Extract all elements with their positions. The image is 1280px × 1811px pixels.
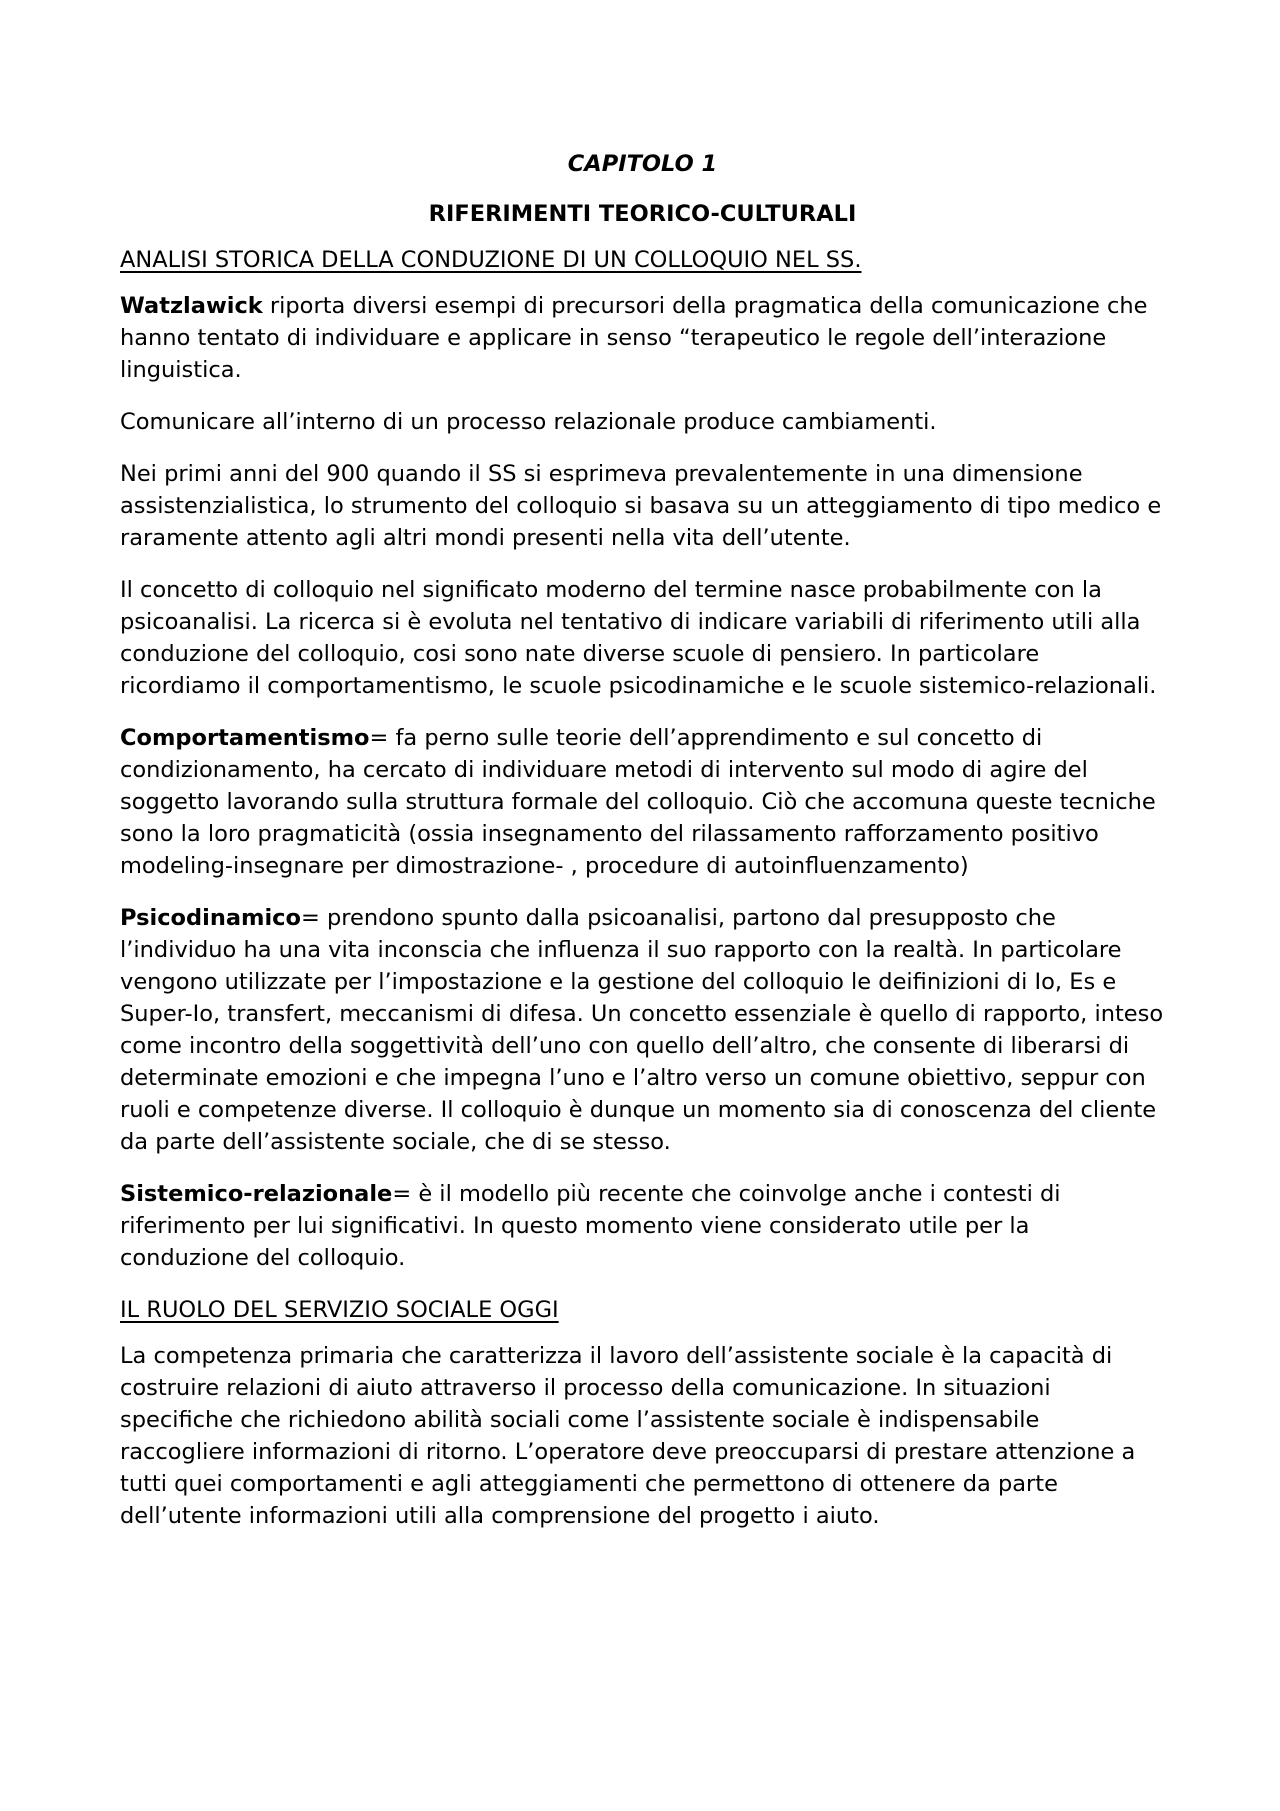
paragraph-text: = fa perno sulle teorie dell’apprendimento e sul concetto di condizionamento, ha cercato di individuare metodi di intervento sul modo di agire del soggetto lavorando sulla struttura formale del colloquio. Ciò che accomuna queste tecniche sono la loro pragmaticità (ossia insegnamento del rilassamento rafforzamento positivo modeling-insegnare per dimostrazione- , procedure di autoinfluenzamento)	[120, 725, 1156, 879]
paragraph-watzlawick	[120, 290, 1165, 386]
paragraph-concetto-colloquio: Il concetto di colloquio nel significato moderno del termine nasce probabilmente con la psicoanalisi. La ricerca si è evoluta nel tentativo di indicare variabili di riferimento utili alla conduzione del colloquio, cosi sono nate diverse scuole di pensiero. In particolare ricordiamo il comportamentismo, le scuole psicodinamiche e le scuole sistemico-relazionali.	[120, 577, 1157, 699]
paragraph-sistemico-relazionale	[120, 1178, 1165, 1274]
section-heading-analisi-storica: ANALISI STORICA DELLA CONDUZIONE DI UN COLLOQUIO NEL SS.	[120, 247, 862, 273]
paragraph-comunicare: Comunicare all’interno di un processo relazionale produce cambiamenti.	[120, 409, 937, 435]
term-psicodinamico: Psicodinamico	[120, 905, 301, 931]
paragraph-competenza-primaria: La competenza primaria che caratterizza il lavoro dell’assistente sociale è la capacità di costruire relazioni di aiuto attraverso il processo della comunicazione. In situazioni specifiche che richiedono abilità sociali come l’assistente sociale è indispensabile raccogliere informazioni di ritorno. L’operatore deve preoccuparsi di prestare attenzione a tutti quei comportamenti e agli atteggiamenti che permettono di ottenere da parte dell’utente informazioni utili alla comprensione del progetto i aiuto.	[120, 1343, 1136, 1529]
term-comportamentismo: Comportamentismo	[120, 725, 370, 751]
term-sistemico-relazionale: Sistemico-relazionale	[120, 1181, 393, 1207]
chapter-label: CAPITOLO 1	[567, 151, 718, 177]
section-heading-ruolo-servizio: IL RUOLO DEL SERVIZIO SOCIALE OGGI	[120, 1297, 559, 1323]
chapter-title: RIFERIMENTI TEORICO-CULTURALI	[428, 201, 857, 227]
paragraph-primi-anni: Nei primi anni del 900 quando il SS si esprimeva prevalentemente in una dimensione assistenzialistica, lo strumento del colloquio si basava su un atteggiamento di tipo medico e raramente attento agli altri mondi presenti nella vita dell’utente.	[120, 461, 1162, 551]
paragraph-psicodinamico	[120, 902, 1165, 1158]
paragraph-text: = prendono spunto dalla psicoanalisi, partono dal presupposto che l’individuo ha una vita inconscia che influenza il suo rapporto con la realtà. In particolare vengono utilizzate per l’impostazione e la gestione del colloquio le deifinizioni di Io, Es e Super-Io, transfert, meccanismi di difesa. Un concetto essenziale è quello di rapporto, inteso come incontro della soggettività dell’uno con quello dell’altro, che consente di liberarsi di determinate emozioni e che impegna l’uno e l’altro verso un comune obiettivo, seppur con ruoli e competenze diverse. Il colloquio è dunque un momento sia di conoscenza del cliente da parte dell’assistente sociale, che di se stesso.	[120, 905, 1164, 1155]
paragraph-text: riporta diversi esempi di precursori della pragmatica della comunicazione che hanno tentato di individuare e applicare in senso “terapeutico le regole dell’interazione linguistica.	[120, 293, 1148, 383]
document-page	[120, 148, 1165, 1552]
paragraph-comportamentismo	[120, 722, 1165, 882]
paragraph-text: = è il modello più recente che coinvolge anche i contesti di riferimento per lui significativi. In questo momento viene considerato utile per la conduzione del colloquio.	[120, 1181, 1061, 1271]
term-watzlawick: Watzlawick	[120, 293, 263, 319]
